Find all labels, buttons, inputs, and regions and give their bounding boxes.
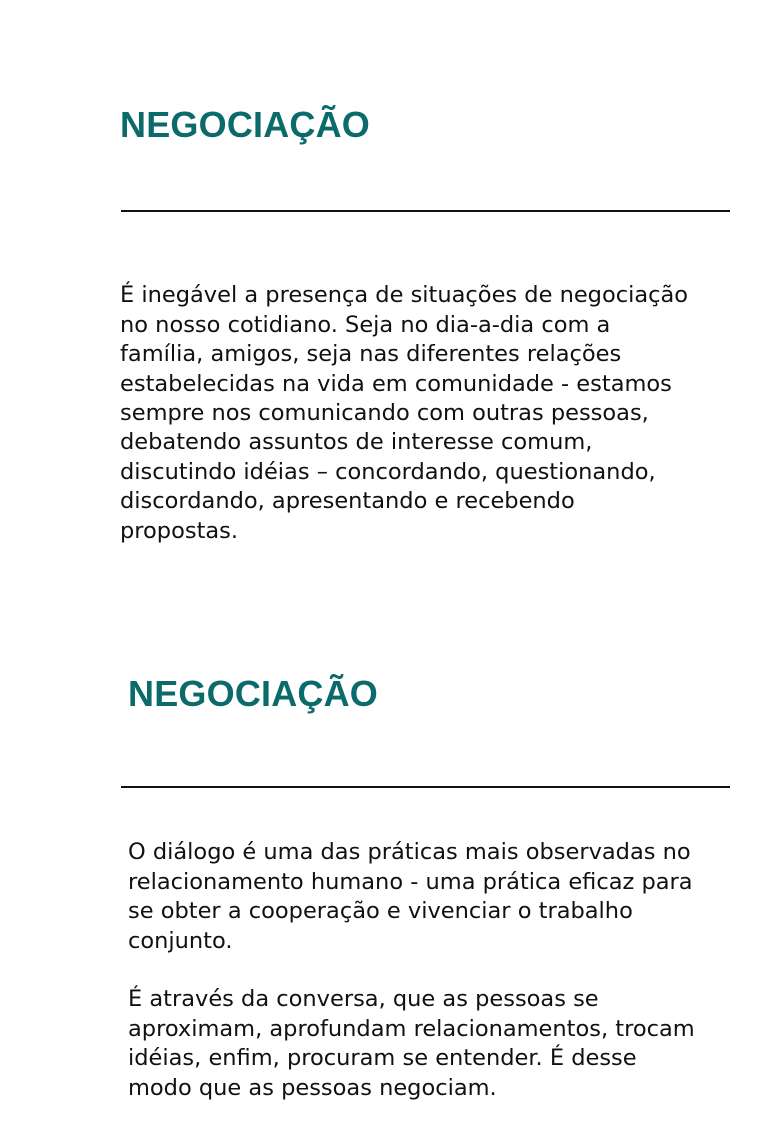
slide-2-paragraph-2: É através da conversa, que as pessoas se aproximam, aprofundam relacionamentos, trocam idéias, enfim, procuram se entender. É desse modo que as pessoas negociam. — [128, 986, 695, 1101]
slide-1-title-divider — [121, 210, 730, 212]
slide-2-title: NEGOCIAÇÃO — [128, 673, 379, 714]
slide-2-paragraph-1: O diálogo é uma das práticas mais observadas no relacionamento humano - uma prática eficaz para se obter a cooperação e vivenciar o trabalho conjunto. — [128, 839, 693, 954]
slide-1-title: NEGOCIAÇÃO — [120, 104, 371, 145]
slide-1-body — [120, 252, 740, 575]
slide-2-body — [128, 809, 748, 1132]
slide-1-paragraph: É inegável a presença de situações de negociação no nosso cotidiano. Seja no dia-a-dia com a família, amigos, seja nas diferentes relações estabelecidas na vida em comunidade - estamos sempre nos comunicando com outras pessoas, debatendo assuntos de interesse comum, discutindo idéias – concordando, questionando, discordando, apresentando e recebendo propostas. — [120, 282, 689, 544]
slide-2-title-divider — [121, 786, 730, 788]
